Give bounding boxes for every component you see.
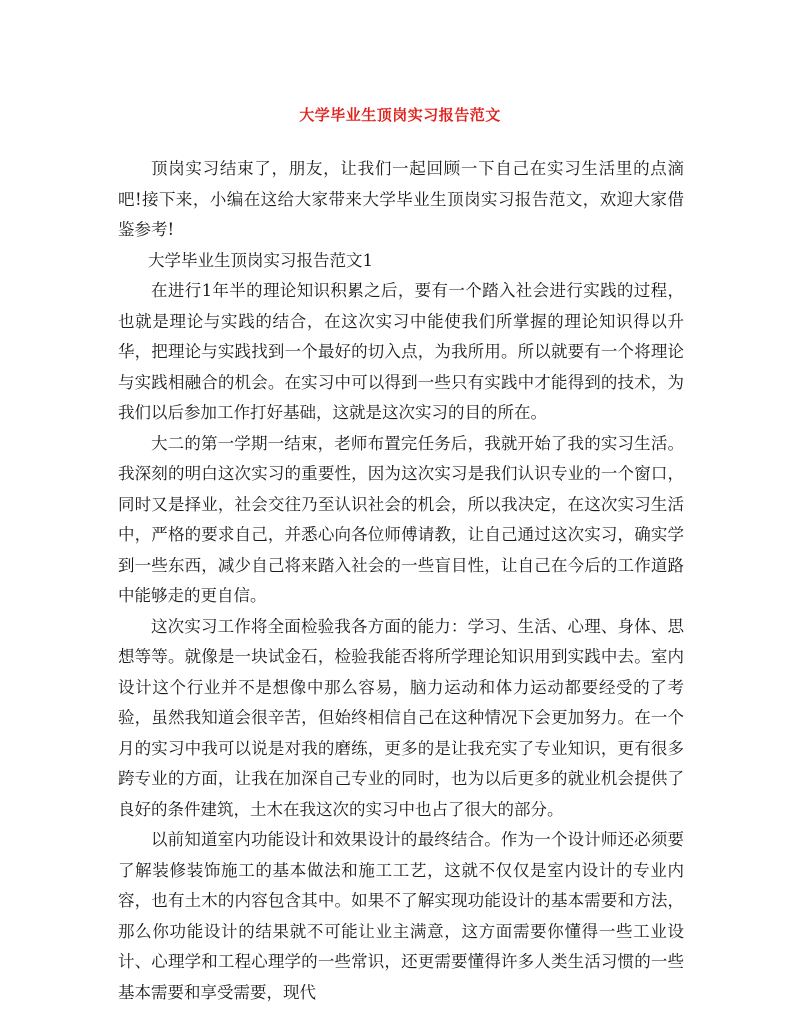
body-paragraph: 以前知道室内功能设计和效果设计的最终结合。作为一个设计师还必须要了解装修装饰施工的基本做法和施工工艺，这就不仅仅是室内设计的专业内容，也有土木的内容包含其中。如果不了解实现功能设计的基本需要和方法，那么你功能设计的结果就不可能让业主满意，这方面需要你懂得一些工业设计、心理学和工程心理学的一些常识，还更需要懂得许多人类生活习惯的一些基本需要和享受需要，现代 bbox=[118, 830, 684, 1002]
document-title: 大学毕业生顶岗实习报告范文 bbox=[299, 106, 501, 124]
intro-paragraph: 顶岗实习结束了，朋友，让我们一起回顾一下自己在实习生活里的点滴吧!接下来，小编在这给大家带来大学毕业生顶岗实习报告范文，欢迎大家借鉴参考! bbox=[118, 159, 684, 239]
body-paragraph: 这次实习工作将全面检验我各方面的能力：学习、生活、心理、身体、思想等等。就像是一块试金石，检验我能否将所学理论知识用到实践中去。室内设计这个行业并不是想像中那么容易，脑力运动和体力运动都要经受的了考验，虽然我知道会很辛苦，但始终相信自己在这种情况下会更加努力。在一个月的实习中我可以说是对我的磨练，更多的是让我充实了专业知识，更有很多跨专业的方面，让我在加深自己专业的同时，也为以后更多的就业机会提供了良好的条件建筑，土木在我这次的实习中也占了很大的部分。 bbox=[118, 616, 684, 819]
section-heading: 大学毕业生顶岗实习报告范文1 bbox=[148, 250, 373, 270]
document-body bbox=[118, 154, 684, 1008]
body-paragraph: 在进行1年半的理论知识积累之后，要有一个踏入社会进行实践的过程，也就是理论与实践的结合，在这次实习中能使我们所掌握的理论知识得以升华，把理论与实践找到一个最好的切入点，为我所用。所以就要有一个将理论与实践相融合的机会。在实习中可以得到一些只有实践中才能得到的技术，为我们以后参加工作打好基础，这就是这次实习的目的所在。 bbox=[118, 281, 684, 422]
body-paragraph: 大二的第一学期一结束，老师布置完任务后，我就开始了我的实习生活。我深刻的明白这次实习的重要性，因为这次实习是我们认识专业的一个窗口，同时又是择业，社会交往乃至认识社会的机会，所以我决定，在这次实习生活中，严格的要求自己，并悉心向各位师傅请教，让自己通过这次实习，确实学到一些东西，减少自己将来踏入社会的一些盲目性，让自己在今后的工作道路中能够走的更自信。 bbox=[118, 433, 684, 605]
